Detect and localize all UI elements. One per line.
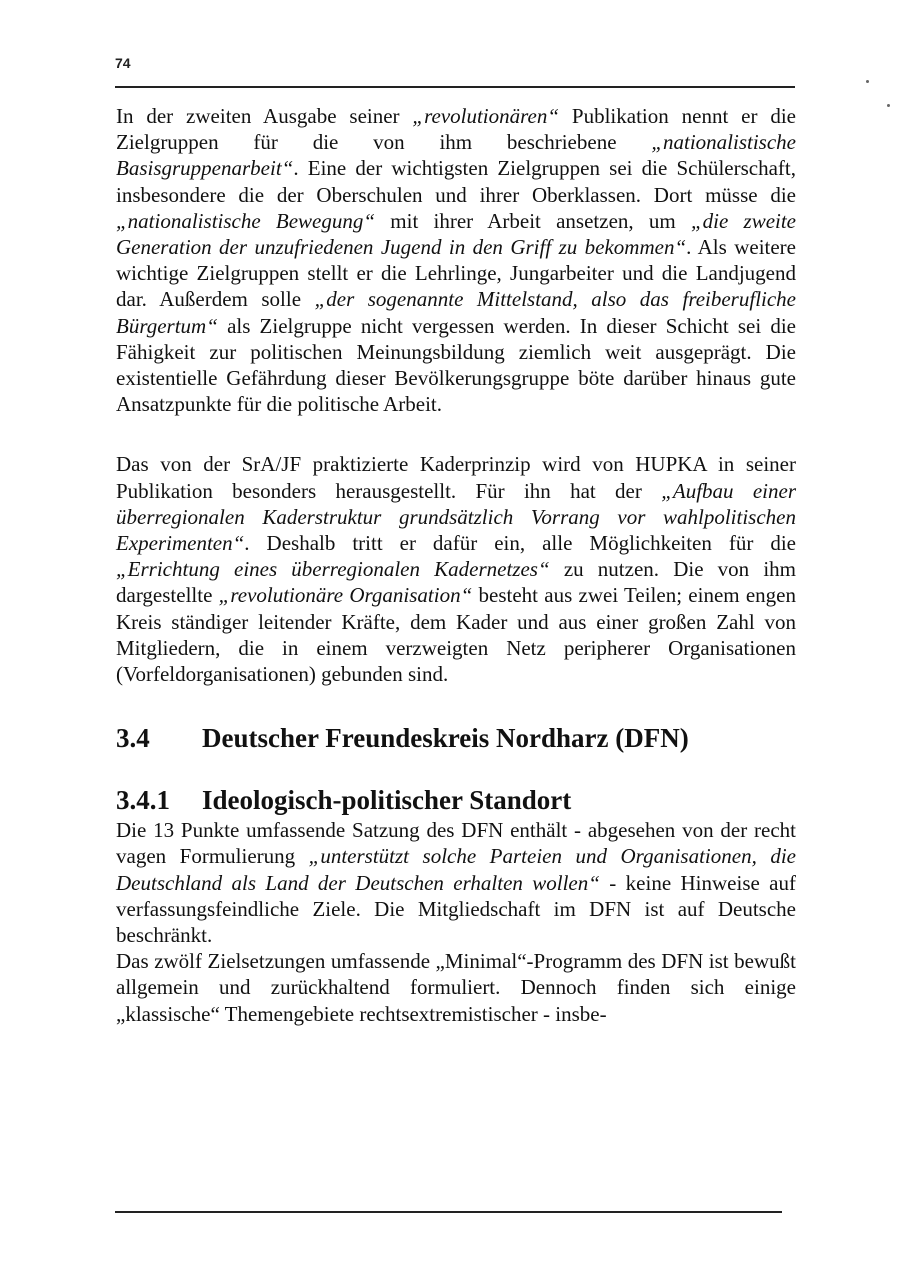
italic-quote: „unterstützt solche Parteien und Organisationen, die Deutschland als Land der Deutschen erhalten wollen“ xyxy=(116,844,796,895)
text-run: . Als weitere wichtige Zielgruppen stellt er die Lehrlinge, Jungarbeiter und die Landjugend dar. Außerdem solle xyxy=(116,235,797,312)
italic-quote: „Aufbau einer überregionalen Kaderstruktur grundsätzlich Vorrang vor wahlpolitischen Experimenten“ xyxy=(116,478,796,556)
text-run: Das zwölf Zielsetzungen umfassende „Minimal“-Programm des DFN ist bewußt allgemein und zurückhaltend formuliert. Dennoch finden sich einige „klassische“ Themengebiete rechtsextremistischer - insbe- xyxy=(116,949,796,1026)
text-run: mit ihrer Arbeit ansetzen, um xyxy=(375,208,691,233)
paragraph-3 xyxy=(116,817,796,948)
section-heading xyxy=(116,721,796,755)
italic-quote: „revolutionären“ xyxy=(412,104,560,128)
section-number: 3.4 xyxy=(116,723,150,754)
italic-quote: „revolutionäre Organisation“ xyxy=(218,583,473,608)
italic-quote: „nationalistische Bewegung“ xyxy=(116,208,376,233)
paragraph-2 xyxy=(116,451,796,687)
text-run: Publikation nennt er die Zielgruppen für die von ihm beschriebene xyxy=(116,104,796,155)
page-number: 74 xyxy=(115,55,131,71)
footer-rule xyxy=(115,1211,782,1213)
subsection-title: Ideologisch-politischer Standort xyxy=(202,785,572,816)
page-content xyxy=(116,103,796,1027)
scan-speck xyxy=(866,80,869,83)
text-run: - keine Hinweise auf verfassungsfeindliche Ziele. Die Mitgliedschaft im DFN ist auf Deutsche beschränkt. xyxy=(116,870,796,948)
italic-quote: „nationalistische Basisgruppenarbeit“ xyxy=(116,130,796,181)
text-run: In der zweiten Ausgabe seiner xyxy=(116,104,413,128)
text-run: Das von der SrA/JF praktizierte Kaderprinzip wird von HUPKA in seiner Publikation besonders herausgestellt. Für ihn hat der xyxy=(116,452,796,503)
header-rule xyxy=(115,86,795,88)
text-run: . Deshalb tritt er dafür ein, alle Möglichkeiten für die xyxy=(244,531,796,556)
paragraph-1 xyxy=(116,103,796,417)
italic-quote: „der sogenannte Mittelstand, also das freiberufliche Bürgertum“ xyxy=(116,287,797,338)
subsection-heading xyxy=(116,783,796,817)
text-run: . Eine der wichtigsten Zielgruppen sei die Schülerschaft, insbesondere die der Oberschulen und ihrer Oberklassen. Dort müsse die xyxy=(116,156,796,207)
italic-quote: „Errichtung eines überregionalen Kadernetzes“ xyxy=(116,557,550,582)
scan-speck xyxy=(887,104,890,107)
paragraph-4 xyxy=(116,948,796,1027)
section-title: Deutscher Freundeskreis Nordharz (DFN) xyxy=(202,723,689,754)
text-run: als Zielgruppe nicht vergessen werden. In dieser Schicht sei die Fähigkeit zur politischen Meinungsbildung ziemlich weit ausgeprägt. Die existentielle Gefährdung dieser Bevölkerungsgruppe böte darüber hinaus gute Ansatzpunkte für die politische Arbeit. xyxy=(116,313,796,417)
text-run: besteht aus zwei Teilen; einem engen Kreis ständiger leitender Kräfte, dem Kader und aus einer großen Zahl von Mitgliedern, die in einem verzweigten Netz peripherer Organisationen (Vorfeldorganisationen) gebunden sind. xyxy=(116,583,796,687)
italic-quote: „die zweite Generation der unzufriedenen Jugend in den Griff zu bekommen“ xyxy=(116,208,797,260)
subsection-number: 3.4.1 xyxy=(116,785,170,816)
text-run: zu nutzen. Die von ihm dargestellte xyxy=(116,557,796,608)
text-run: Die 13 Punkte umfassende Satzung des DFN enthält - abgesehen von der recht vagen Formulierung xyxy=(116,818,796,869)
